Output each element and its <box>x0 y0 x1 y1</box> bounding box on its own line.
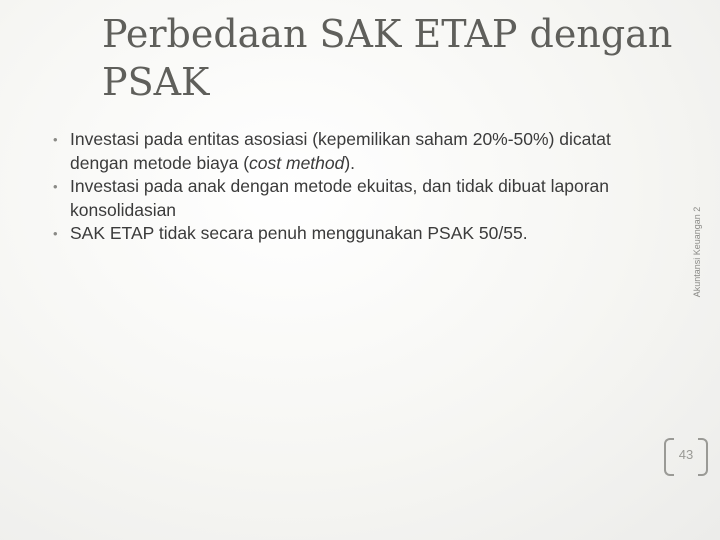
page-number: 43 <box>678 447 694 462</box>
bullet-text: Investasi pada entitas asosiasi (kepemilikan saham 20%-50%) dicatat dengan metode biaya ( <box>70 129 611 173</box>
bullet-list <box>50 128 650 246</box>
bullet-icon: • <box>53 132 58 147</box>
bullet-italic-text: cost method <box>249 152 345 173</box>
bullet-item <box>50 175 650 222</box>
bullet-suffix-text: ). <box>344 152 356 173</box>
bullet-icon: • <box>53 179 58 194</box>
page-number-badge <box>664 438 708 474</box>
bullet-icon: • <box>53 226 58 241</box>
bullet-item <box>50 128 650 175</box>
bullet-text: SAK ETAP tidak secara penuh menggunakan PSAK 50/55. <box>70 223 528 243</box>
bullet-item <box>50 222 650 246</box>
side-label: Akuntansi Keuangan 2 <box>692 206 702 298</box>
slide-title: Perbedaan SAK ETAP dengan PSAK <box>102 12 673 104</box>
bullet-text: Investasi pada anak dengan metode ekuitas, dan tidak dibuat laporan konsolidasian <box>70 176 609 220</box>
